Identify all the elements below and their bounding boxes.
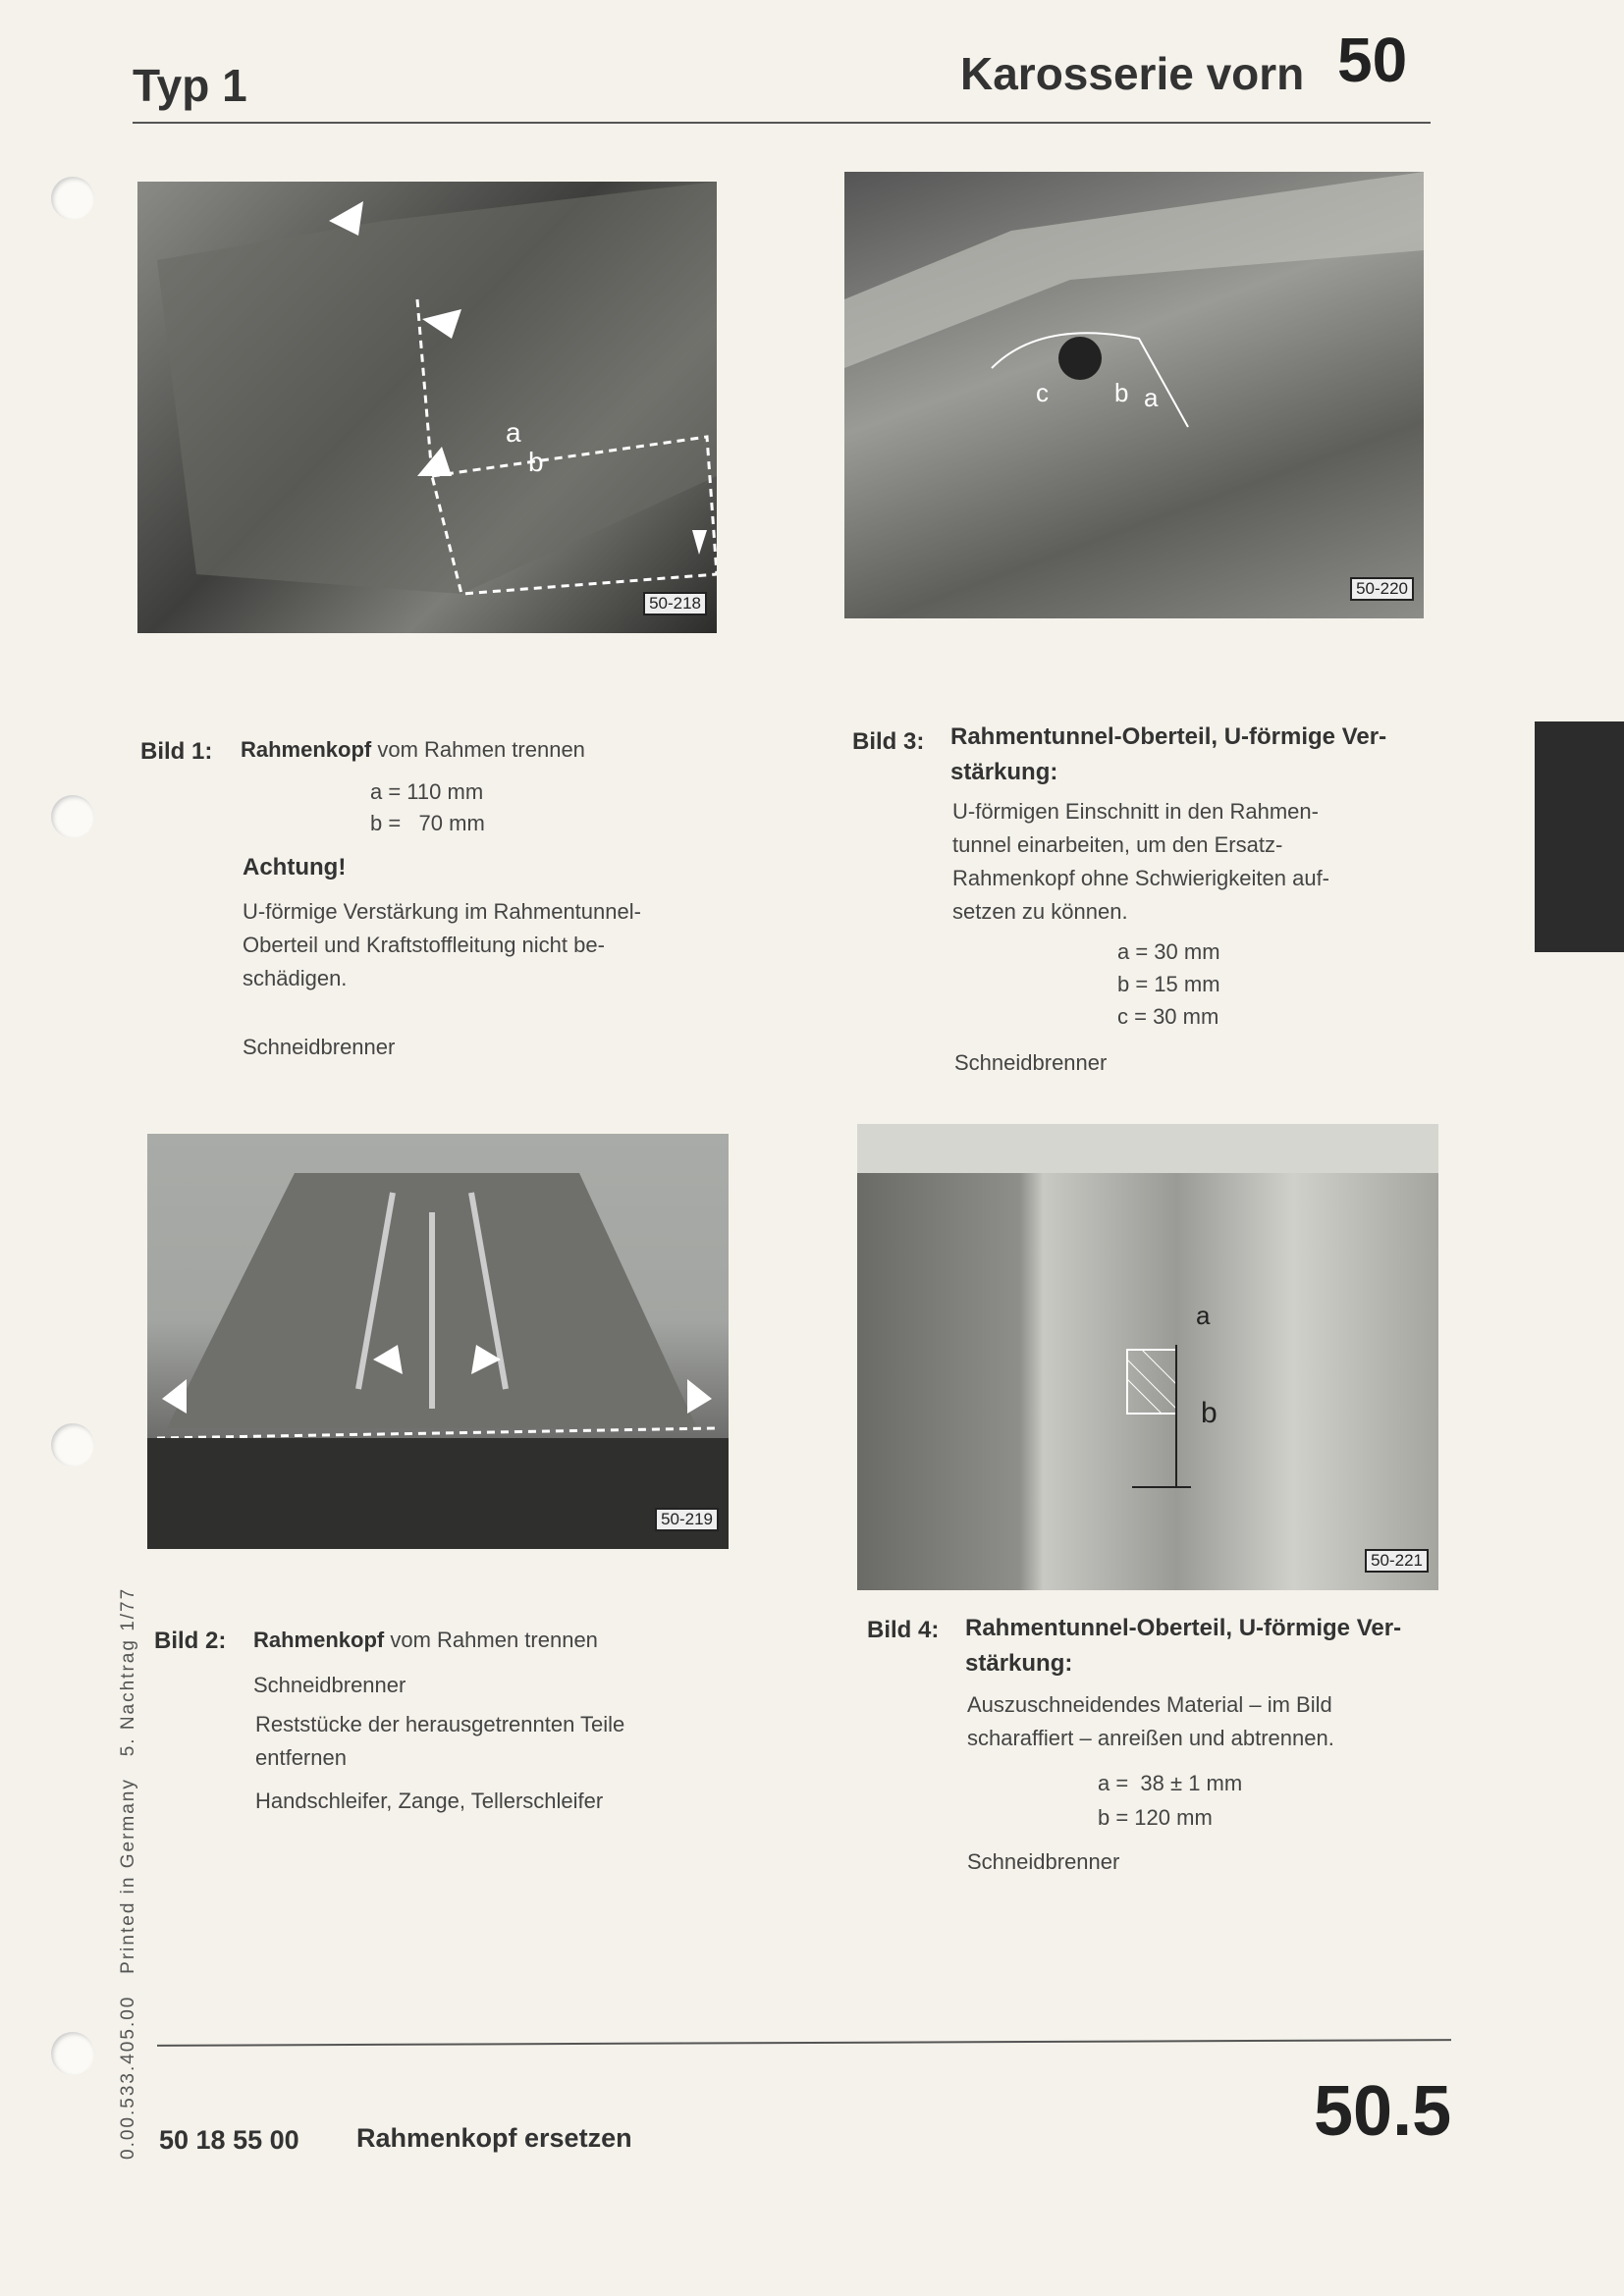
binder-hole: [51, 2032, 94, 2075]
dimension-a: a = 30 mm: [1117, 939, 1220, 964]
photo-mark: c: [1036, 378, 1049, 407]
photo-ref: 50-220: [1350, 577, 1414, 601]
header-rule: [133, 122, 1431, 124]
caption-title-rest: vom Rahmen trennen: [384, 1628, 598, 1652]
photo-ref: 50-218: [643, 592, 707, 615]
dimension-b: b = 120 mm: [1098, 1805, 1213, 1830]
text-line: Auszuschneidendes Material – im Bild: [967, 1692, 1332, 1717]
caption-label: Bild 2:: [154, 1628, 227, 1654]
text-line: U-förmigen Einschnitt in den Rahmen-: [952, 799, 1319, 824]
photo-ref: 50-221: [1365, 1549, 1429, 1573]
caption-label: Bild 1:: [140, 738, 213, 765]
text-line: scharaffiert – anreißen und abtrennen.: [967, 1726, 1334, 1750]
binder-hole: [51, 795, 94, 838]
warning-heading: Achtung!: [243, 854, 347, 881]
tools-label: Handschleifer, Zange, Tellerschleifer: [255, 1789, 604, 1813]
footer-rule: [157, 2039, 1451, 2047]
photo-50-218: [137, 182, 717, 633]
caption-title: [253, 1624, 598, 1657]
text-line: entfernen: [255, 1745, 347, 1770]
photo-ref: 50-219: [655, 1508, 719, 1531]
dimension-a: a = 38 ± 1 mm: [1098, 1771, 1243, 1795]
photo-50-221: [857, 1124, 1438, 1590]
text-line: Rahmenkopf ohne Schwierigkeiten auf-: [952, 866, 1330, 890]
text-line: U-förmige Verstärkung im Rahmentunnel-: [243, 899, 641, 924]
caption-label: Bild 3:: [852, 728, 925, 755]
photo-mark: a: [1196, 1301, 1211, 1330]
caption-text: [952, 795, 1329, 929]
text-line: stärkung:: [950, 759, 1058, 785]
text-line: Rahmentunnel-Oberteil, U-förmige Ver-: [950, 723, 1387, 750]
tool-label: Schneidbrenner: [243, 1035, 396, 1059]
photo-50-220: [844, 172, 1424, 618]
index-tab: [1535, 721, 1624, 952]
caption-title: [241, 733, 585, 767]
text-line: schädigen.: [243, 966, 348, 990]
footer-code: 50 18 55 00: [159, 2125, 299, 2155]
tool-label: Schneidbrenner: [967, 1849, 1120, 1874]
warning-text: [243, 895, 641, 995]
caption-title-rest: vom Rahmen trennen: [371, 737, 585, 762]
dimension-b: b = 15 mm: [1117, 972, 1220, 996]
binder-hole: [51, 177, 94, 220]
dimension-c: c = 30 mm: [1117, 1004, 1219, 1029]
footer-title: Rahmenkopf ersetzen: [356, 2123, 632, 2153]
text-line: Rahmentunnel-Oberteil, U-förmige Ver-: [965, 1615, 1402, 1641]
photo-mark: b: [528, 447, 544, 477]
text-line: tunnel einarbeiten, um den Ersatz-: [952, 832, 1283, 857]
photo-mark: a: [1144, 383, 1159, 412]
text-line: Reststücke der herausgetrennten Teile: [255, 1712, 625, 1736]
photo-50-219: [147, 1134, 729, 1549]
dimensions: [1117, 935, 1220, 1033]
text-line: Oberteil und Kraftstoffleitung nicht be-: [243, 933, 605, 957]
caption-title-bold: Rahmenkopf: [241, 737, 372, 762]
tool-label: Schneidbrenner: [954, 1050, 1108, 1075]
caption-title: [950, 720, 1386, 790]
tool-label: Schneidbrenner: [253, 1673, 406, 1697]
model-label: Typ 1: [133, 60, 247, 111]
photo-mark: b: [1114, 378, 1129, 407]
print-info: 0.00.533.405.00 Printed in Germany 5. Nachtrag 1/77: [118, 1586, 138, 2160]
photo-mark: b: [1201, 1397, 1218, 1429]
dimension-b: b = 70 mm: [370, 811, 485, 835]
text-line: stärkung:: [965, 1650, 1073, 1677]
caption-title-bold: Rahmenkopf: [253, 1628, 385, 1652]
page-number: 50.5: [1314, 2072, 1452, 2151]
dimension-a: a = 110 mm: [370, 779, 484, 804]
binder-hole: [51, 1423, 94, 1467]
caption-text: [967, 1688, 1334, 1755]
group-number: 50: [1337, 25, 1408, 95]
section-title: Karosserie vorn: [960, 48, 1305, 99]
caption-label: Bild 4:: [867, 1617, 940, 1643]
photo-mark: a: [506, 417, 521, 448]
caption-title: [965, 1611, 1401, 1682]
text-line: setzen zu können.: [952, 899, 1128, 924]
caption-text: [255, 1708, 624, 1775]
